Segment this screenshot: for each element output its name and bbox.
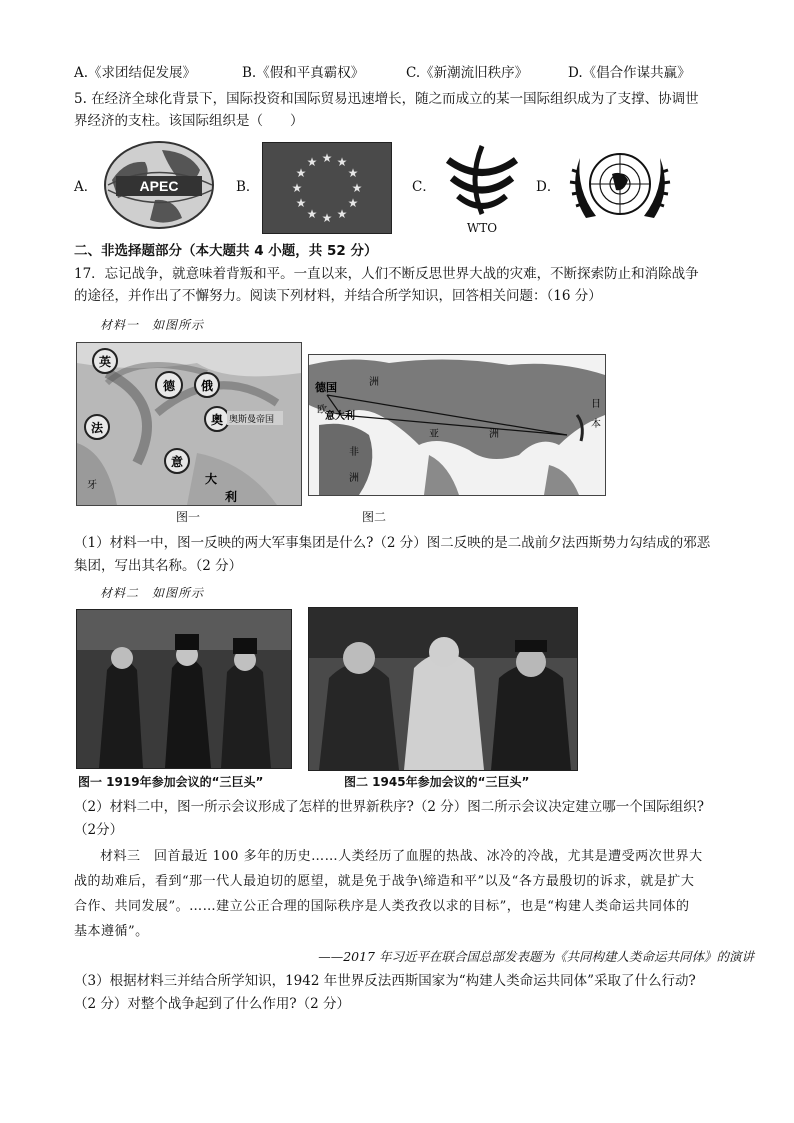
section-2-title: 二、非选择题部分（本大题共 4 小题，共 52 分） [74, 243, 378, 259]
eu-star-icon: ★ [306, 207, 318, 221]
sub1-line1: （1）材料一中，图一反映的两大军事集团是什么?（2 分）图二反映的是二战前夕法西斯势力勾结成的邪恶 [74, 535, 711, 551]
map2-label-zhou2: 洲 [489, 429, 499, 440]
map2-label-ben: 本 [591, 419, 601, 430]
un-emblem[interactable] [562, 140, 678, 234]
fig1-caption: 图一 [176, 510, 201, 524]
material3-line3: 合作、共同发展”。……建立公正合理的国际秩序是人类孜孜以求的目标”，也是“构建人类命运共同体的 [74, 899, 690, 914]
q4-options [74, 62, 754, 84]
eu-stars [263, 143, 391, 233]
map1-label-germany: 德 [162, 379, 176, 393]
q17-intro-line1: 17．忘记战争，就意味着背叛和平。一直以来，人们不断反思世界大战的灾难，不断探索防止和消除战争 [74, 266, 699, 282]
map2-label-germany: 德国 [315, 381, 337, 394]
eu-star-icon: ★ [347, 166, 359, 180]
q4-option-b[interactable]: B.《假和平真霸权》 [242, 65, 365, 81]
map1-label-france: 法 [90, 421, 104, 435]
material3-line1: 材料三 回首最近 100 多年的历史……人类经历了血腥的热战、冰冷的冷战，尤其是遭受两次世界大 [100, 849, 703, 864]
eu-flag-image[interactable] [262, 142, 392, 234]
wto-text: WTO [466, 221, 498, 235]
map1-label-italy: 意 [170, 455, 184, 469]
map2-label-zhou1: 洲 [369, 377, 379, 388]
eu-star-icon: ★ [347, 196, 359, 210]
big-three-1945-photo[interactable] [308, 607, 578, 771]
apec-text: APEC [139, 178, 179, 194]
q4-option-c[interactable]: C.《新潮流旧秩序》 [406, 65, 529, 81]
q4-option-a[interactable]: A.《求团结促发展》 [74, 65, 197, 81]
q5-label-d[interactable]: D． [536, 179, 561, 195]
eu-star-icon: ★ [321, 151, 333, 165]
q5-label-c[interactable]: C． [412, 179, 436, 195]
photo2-caption: 图二 1945年参加会议的“三巨头” [344, 775, 530, 789]
map1-label-uk: 英 [98, 355, 112, 369]
material3-line2: 战的劫难后，看到“那一代人最迫切的愿望，就是免于战争\缔造和平”以及“各方最殷切的诉求，就是扩大 [74, 874, 695, 889]
sub2-line1: （2）材料二中，图一所示会议形成了怎样的世界新秩序?（2 分）图二所示会议决定建立哪一个国际组织? [74, 799, 704, 815]
eu-star-icon: ★ [351, 181, 363, 195]
ww1-alliances-map[interactable] [76, 342, 302, 506]
eu-star-icon: ★ [336, 207, 348, 221]
q17-intro-line2: 的途径，并作出了不懈努力。阅读下列材料，并结合所学知识，回答相关问题：（16 分） [74, 288, 602, 304]
sub2-line2: （2分） [74, 822, 124, 838]
map1-label-austria: 奥 [210, 413, 224, 427]
material2-label: 材料二 如图所示 [100, 586, 205, 600]
map2-label-italy: 意大利 [325, 411, 355, 422]
eu-star-icon: ★ [295, 166, 307, 180]
map2-label-ri: 日 [591, 399, 601, 410]
q5-stem-line2: 界经济的支柱。该国际组织是（ ） [74, 113, 304, 129]
map1-label-ottoman: 奥斯曼帝国 [229, 415, 275, 425]
sub1-line2: 集团，写出其名称。（2 分） [74, 558, 243, 574]
eu-star-icon: ★ [321, 211, 333, 225]
wto-logo[interactable] [438, 140, 526, 236]
sub3-line1: （3）根据材料三并结合所学知识，1942 年世界反法西斯国家为“构建人类命运共同体”采取了什么行动? [74, 973, 696, 989]
material3-line4: 基本遵循”。 [74, 924, 149, 939]
q4-option-d[interactable]: D.《倡合作谋共赢》 [568, 65, 691, 81]
eu-star-icon: ★ [336, 155, 348, 169]
map1-label-ya: 牙 [87, 480, 97, 491]
eu-star-icon: ★ [291, 181, 303, 195]
apec-logo[interactable] [100, 140, 218, 230]
sub3-line2: （2 分）对整个战争起到了什么作用?（2 分） [74, 996, 350, 1012]
eu-star-icon: ★ [306, 155, 318, 169]
material3-source: ——2017 年习近平在联合国总部发表题为《共同构建人类命运共同体》的演讲 [318, 949, 754, 964]
eu-star-icon: ★ [295, 196, 307, 210]
axis-powers-map[interactable] [308, 354, 606, 496]
map2-label-ya: 亚 [429, 429, 439, 440]
map2-label-zhou3: 洲 [349, 473, 359, 484]
map2-label-fei: 非 [349, 447, 359, 458]
big-three-1919-photo[interactable] [76, 609, 292, 769]
q5-label-b[interactable]: B． [236, 179, 260, 195]
map1-label-da: 大 [205, 472, 218, 486]
q5-stem-line1: 5. 在经济全球化背景下，国际投资和国际贸易迅速增长，随之而成立的某一国际组织成为了支撑、协调世 [74, 91, 699, 107]
q5-label-a[interactable]: A． [74, 179, 98, 195]
fig2-caption: 图二 [362, 510, 387, 524]
map2-label-ou: 欧 [317, 405, 327, 416]
material1-label: 材料一 如图所示 [100, 318, 205, 332]
photo1-caption: 图一 1919年参加会议的“三巨头” [78, 775, 264, 789]
map1-label-russia: 俄 [200, 379, 214, 393]
map1-label-li: 利 [225, 490, 238, 504]
